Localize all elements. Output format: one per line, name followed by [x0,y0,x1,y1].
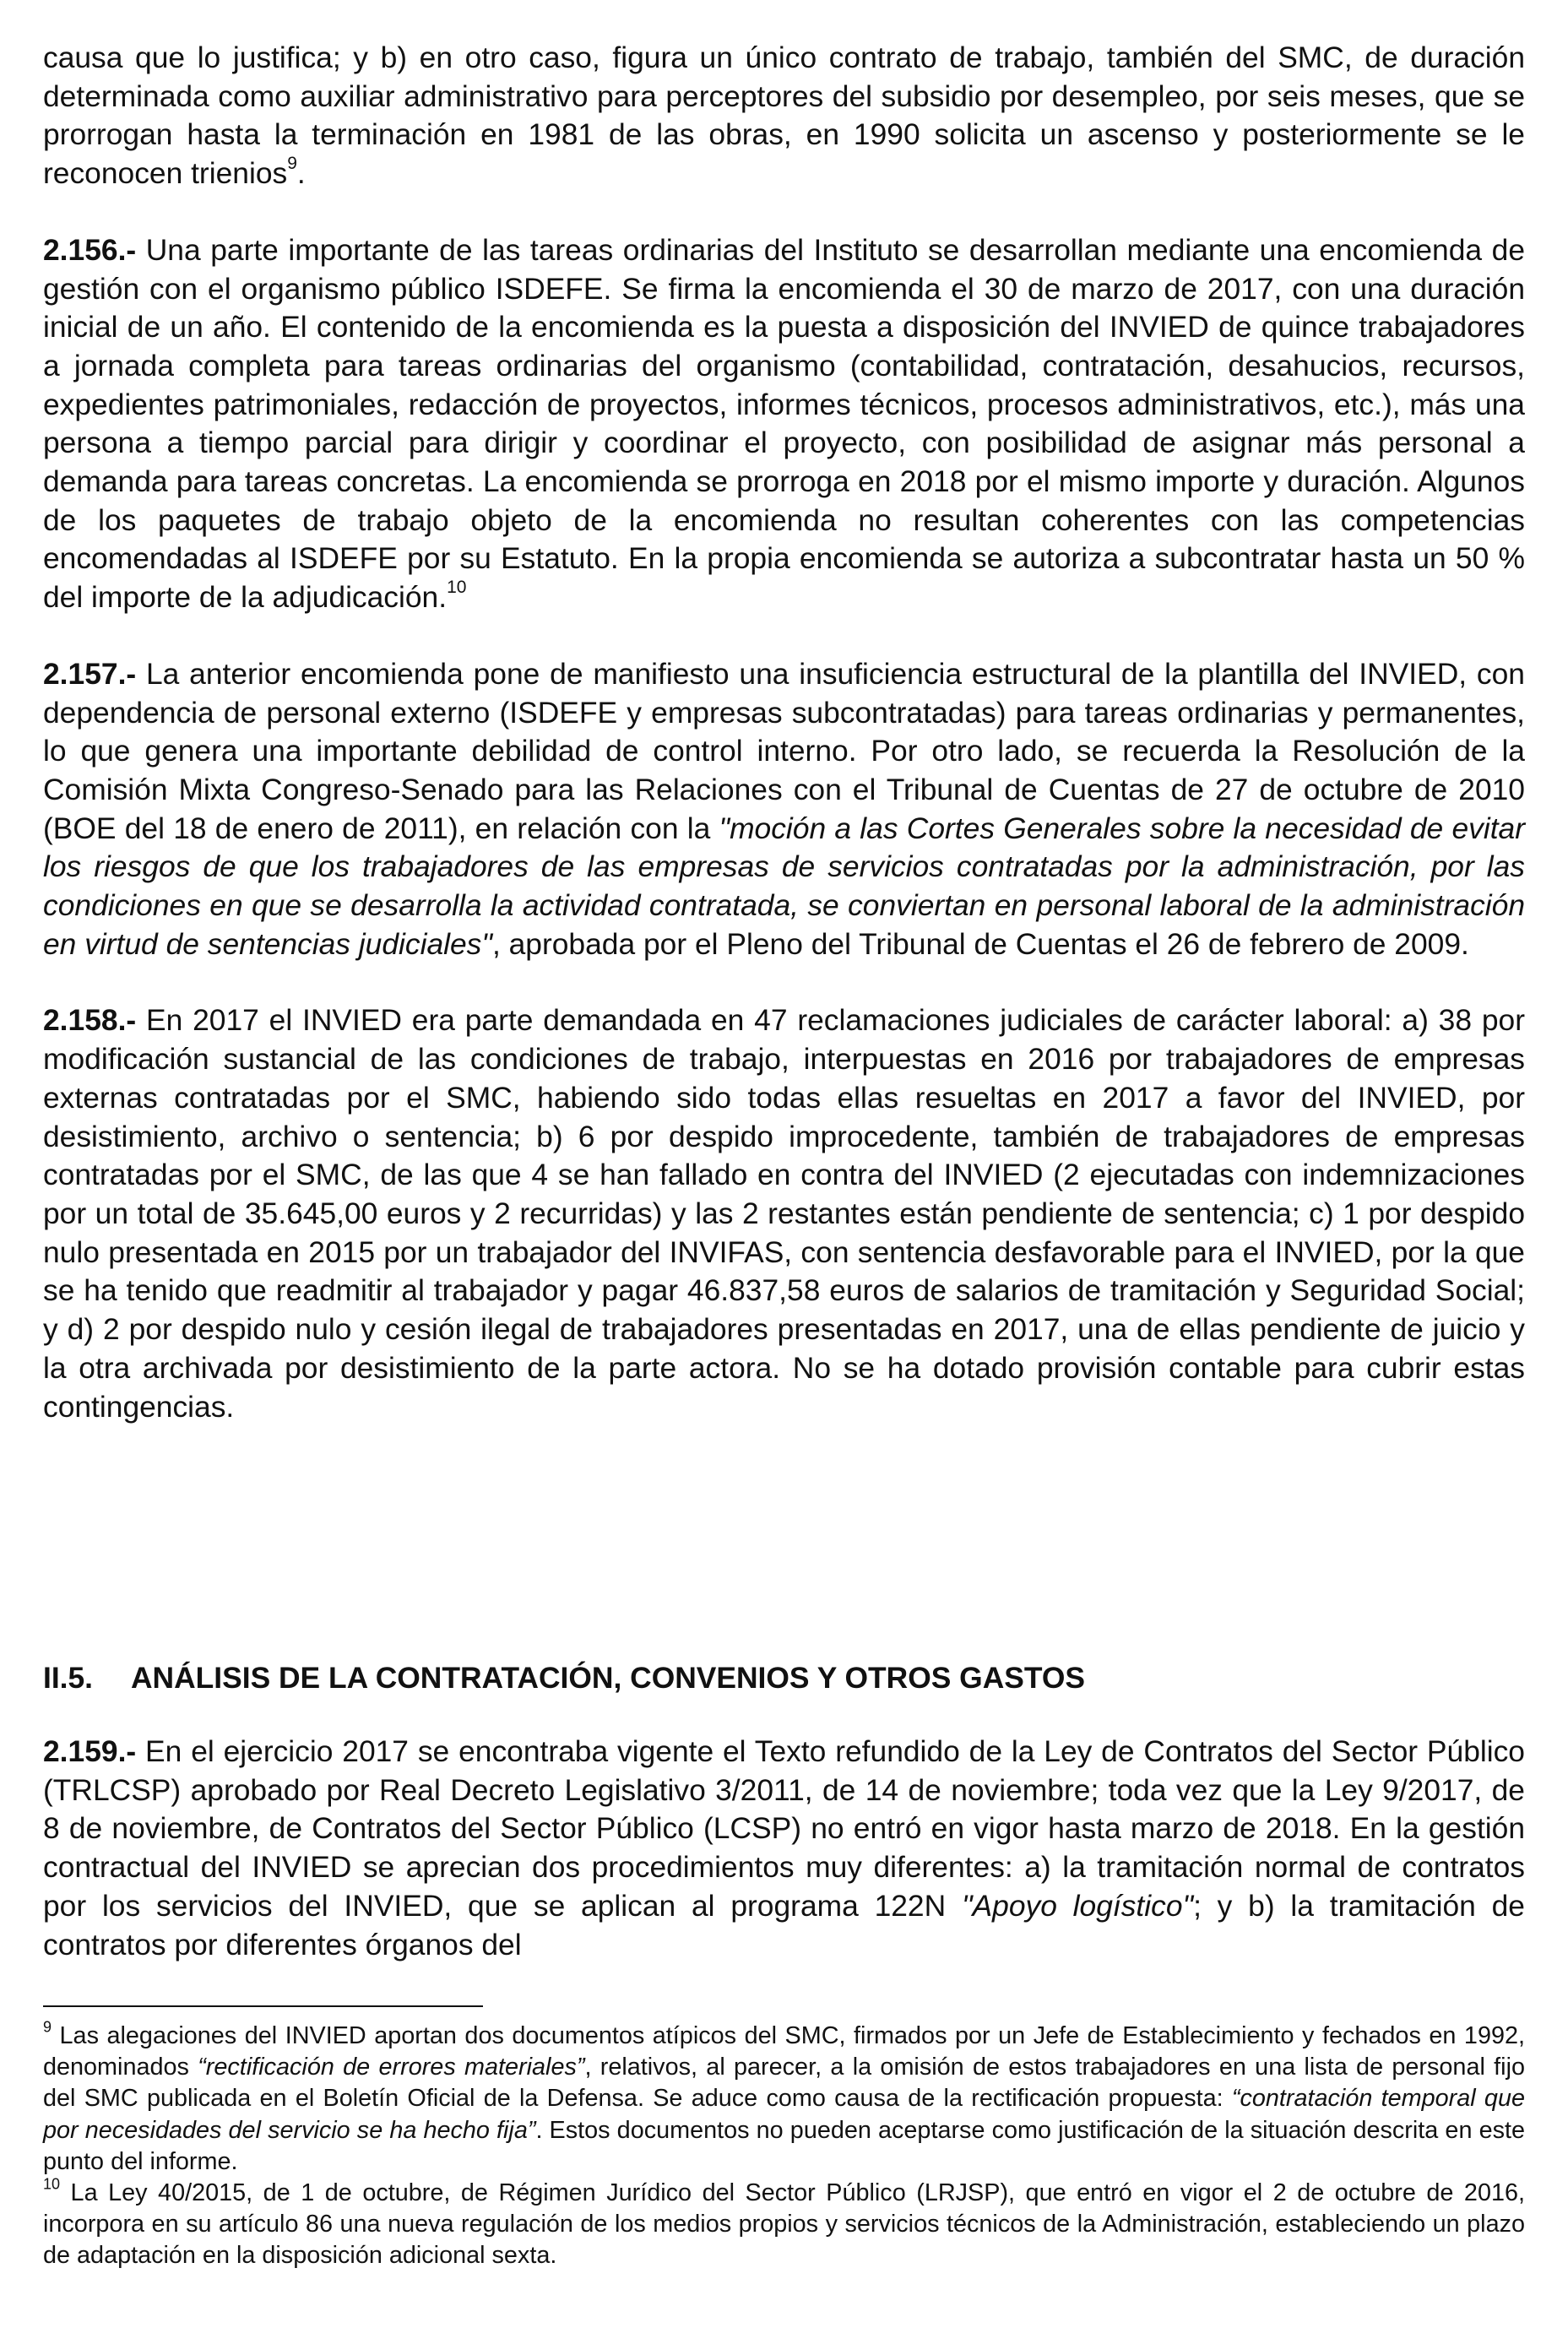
paragraph-text: . [296,156,306,191]
paragraph-text: , aprobada por el Pleno del Tribunal de Cuentas el 26 de febrero de 2009. [491,926,1469,961]
section-title: ANÁLISIS DE LA CONTRATACIÓN, CONVENIOS Y OTROS GASTOS [131,1661,1085,1695]
footnote-reference[interactable]: 10 [447,578,467,598]
section-heading [43,1659,1525,1696]
paragraph-text: La anterior encomienda pone de manifiesto una insuficiencia estructural de la plantilla del INVIED, con dependencia de personal externo (ISDEFE y empresas subcontratadas) para tareas ordinarias y permanentes, lo que genera una importante debilidad de control interno. Por otro lado, se recuerda la Resolución de la Comisión Mixta Congreso-Senado para las Relaciones con el Tribunal de Cuentas de 27 de octubre de 2010 (BOE del 18 de enero de 2011), en relación con la [43,656,1525,845]
footnote-reference[interactable]: 9 [287,154,297,174]
paragraph-number: 2.156.- [43,232,137,267]
paragraph-2-157 [43,655,1525,964]
footnote-text: Las alegaciones del INVIED aportan dos documentos atípicos del SMC, firmados por un Jefe de Establecimiento y fechados en 1992, denominados [43,2022,1525,2081]
footnote-quote: “rectificación de errores materiales” [198,2054,585,2081]
footnote-text: , relativos, al parecer, a la omisión de estos trabajadores en una lista de personal fijo del SMC publicada en el Boletín Oficial de la Defensa. Se aduce como causa de la rectificación propuesta: [43,2054,1525,2113]
footnote-10 [43,2175,1525,2272]
paragraph-2-159 [43,1733,1525,1964]
section-number: II.5. [43,1661,94,1695]
report-body [43,39,1525,1426]
paragraph-text: Una parte importante de las tareas ordinarias del Instituto se desarrollan mediante una encomienda de gestión con el organismo público ISDEFE. Se firma la encomienda el 30 de marzo de 2017, con una duración inicial de un año. El contenido de la encomienda es la puesta a disposición del INVIED de quince trabajadores a jornada completa para tareas ordinarias del organismo (contabilidad, contratación, desahucios, recursos, expedientes patrimoniales, redacción de proyectos, informes técnicos, procesos administrativos, etc.), más una persona a tiempo parcial para dirigir y coordinar el proyecto, con posibilidad de asignar más personal a demanda para tareas concretas. La encomienda se prorroga en 2018 por el mismo importe y duración. Algunos de los paquetes de trabajo objeto de la encomienda no resultan coherentes con las competencias encomendadas al ISDEFE por su Estatuto. En la propia encomienda se autoriza a subcontratar hasta un 50 % del importe de la adjudicación. [43,232,1525,615]
footnotes [43,2018,1525,2272]
footnote-quote: “contratación temporal que por necesidades del servicio se ha hecho fija” [43,2085,1525,2144]
paragraph-number: 2.157.- [43,656,137,691]
footnote-text: . Estos documentos no pueden aceptarse como justificación de la situación descrita en este punto del informe. [43,2116,1525,2175]
footnote-9 [43,2018,1525,2178]
paragraph-text: ; y b) la tramitación de contratos por diferentes órganos del [43,1888,1525,1961]
quoted-motion: "moción a las Cortes Generales sobre la necesidad de evitar los riesgos de que los trabajadores de las empresas de servicios contratadas por la administración, por las condiciones en que se desarrolla la actividad contratada, se conviertan en personal laboral de la administración en virtud de sentencias judiciales" [43,811,1525,961]
paragraph-2-158 [43,1001,1525,1426]
footnote-mark: 10 [43,2175,61,2193]
paragraph-text: causa que lo justifica; y b) en otro caso, figura un único contrato de trabajo, también del SMC, de duración determinada como auxiliar administrativo para perceptores del subsidio por desempleo, por seis meses, que se prorrogan hasta la terminación en 1981 de las obras, en 1990 solicita un ascenso y posteriormente se le reconocen trienios [43,41,1525,191]
footnote-separator [43,2005,483,2007]
paragraph-text: En 2017 el INVIED era parte demandada en 47 reclamaciones judiciales de carácter laboral: a) 38 por modificación sustancial de las condiciones de trabajo, interpuestas en 2016 por trabajadores de empresas externas contratadas por el SMC, habiendo sido todas ellas resueltas en 2017 a favor del INVIED, por desistimiento, archivo o sentencia; b) 6 por despido improcedente, también de trabajadores de empresas contratadas por el SMC, de las que 4 se han fallado en contra del INVIED (2 ejecutadas con indemnizaciones por un total de 35.645,00 euros y 2 recurridas) y las 2 restantes están pendiente de sentencia; c) 1 por despido nulo presentada en 2015 por un trabajador del INVIFAS, con sentencia desfavorable para el INVIED, por la que se ha tenido que readmitir al trabajador y pagar 46.837,58 euros de salarios de tramitación y Seguridad Social; y d) 2 por despido nulo y cesión ilegal de trabajadores presentadas en 2017, una de ellas pendiente de juicio y la otra archivada por desistimiento de la parte actora. No se ha dotado provisión contable para cubrir estas contingencias. [43,1003,1525,1424]
paragraph-block-2-159 [43,1733,1525,1964]
paragraph-text: En el ejercicio 2017 se encontraba vigente el Texto refundido de la Ley de Contratos del Sector Público (TRLCSP) aprobado por Real Decreto Legislativo 3/2011, de 14 de noviembre; toda vez que la Ley 9/2017, de 8 de noviembre, de Contratos del Sector Público (LCSP) no entró en vigor hasta marzo de 2018. En la gestión contractual del INVIED se aprecian dos procedimientos muy diferentes: a) la tramitación normal de contratos por los servicios del INVIED, que se aplican al programa 122N [43,1734,1525,1923]
paragraph-number: 2.158.- [43,1003,137,1038]
paragraph-number: 2.159.- [43,1734,137,1768]
paragraph-continuation [43,39,1525,193]
paragraph-2-156 [43,231,1525,617]
footnote-text: La Ley 40/2015, de 1 de octubre, de Régimen Jurídico del Sector Público (LRJSP), que entró en vigor el 2 de octubre de 2016, incorpora en su artículo 86 una nueva regulación de los medios propios y servicios técnicos de la Administración, estableciendo un plazo de adaptación en la disposición adicional sexta. [43,2179,1525,2270]
footnote-mark: 9 [43,2018,52,2036]
program-name: "Apoyo logístico" [961,1888,1194,1923]
